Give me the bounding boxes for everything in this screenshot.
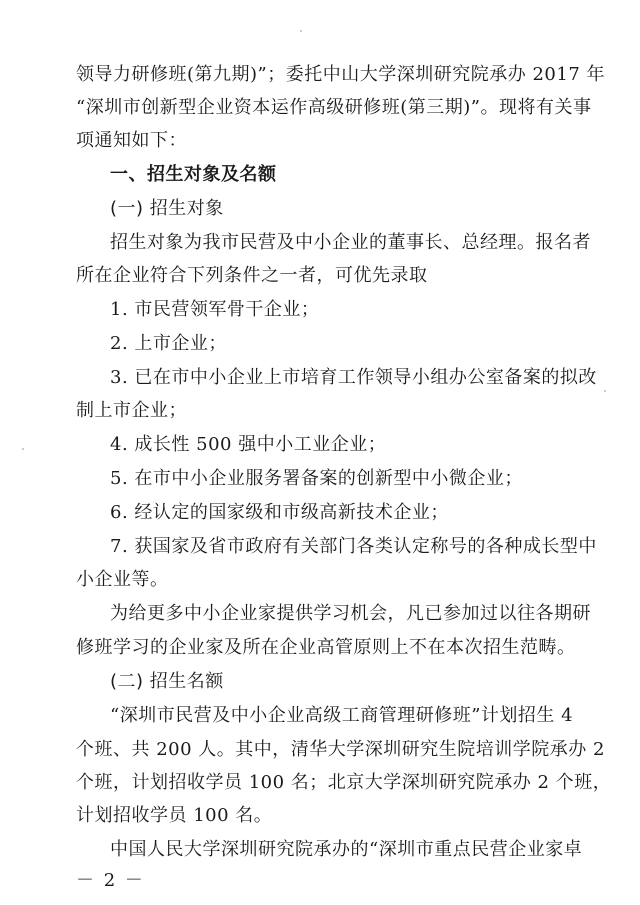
list-item: 6. 经认定的国家级和市级高新技术企业；: [110, 502, 449, 523]
paragraph-line: 招生对象为我市民营及中小企业的董事长、总经理。报名者: [110, 232, 591, 253]
body-line: 领导力研修班(第九期)”；委托中山大学深圳研究院承办 2017 年: [76, 64, 605, 85]
paragraph-line: 修班学习的企业家及所在企业高管原则上不在本次招生范畴。: [76, 637, 576, 658]
paragraph-line: 个班，计划招收学员 100 名；北京大学深圳研究院承办 2 个班，: [76, 772, 612, 793]
subsection-heading: (二) 招生名额: [110, 671, 224, 692]
paragraph-line: “深圳市民营及中小企业高级工商管理研修班”计划招生 4: [110, 705, 574, 726]
body-line: “深圳市创新型企业资本运作高级研修班(第三期)”。现将有关事: [76, 97, 592, 118]
paragraph-line: 为给更多中小企业家提供学习机会，凡已参加过以往各期研: [110, 603, 591, 624]
list-item: 3. 已在市中小企业上市培育工作领导小组办公室备案的拟改: [110, 367, 597, 388]
scan-speck: [604, 390, 606, 392]
scan-speck: [22, 448, 24, 450]
paragraph-line: 所在企业符合下列条件之一者，可优先录取: [76, 265, 428, 286]
list-item: 7. 获国家及省市政府有关部门各类认定称号的各种成长型中: [110, 536, 597, 557]
paragraph-line: 个班、共 200 人。其中，清华大学深圳研究生院培训学院承办 2: [76, 739, 605, 760]
list-item: 2. 上市企业；: [110, 333, 227, 354]
list-item-continuation: 制上市企业；: [76, 400, 187, 421]
body-line: 项通知如下：: [76, 130, 187, 151]
paragraph-line: 计划招收学员 100 名。: [76, 805, 273, 826]
paragraph-line: 中国人民大学深圳研究院承办的“深圳市重点民营企业家卓: [110, 839, 583, 860]
list-item: 1. 市民营领军骨干企业；: [110, 299, 320, 320]
page-number: － 2 －: [76, 870, 145, 891]
subsection-heading: (一) 招生对象: [110, 198, 224, 219]
list-item: 4. 成长性 500 强中小工业企业；: [110, 434, 387, 455]
section-heading: 一、招生对象及名额: [110, 164, 277, 185]
scan-speck: [300, 30, 302, 32]
list-item-continuation: 小企业等。: [76, 569, 169, 590]
list-item: 5. 在市中小企业服务署备案的创新型中小微企业；: [110, 468, 523, 489]
